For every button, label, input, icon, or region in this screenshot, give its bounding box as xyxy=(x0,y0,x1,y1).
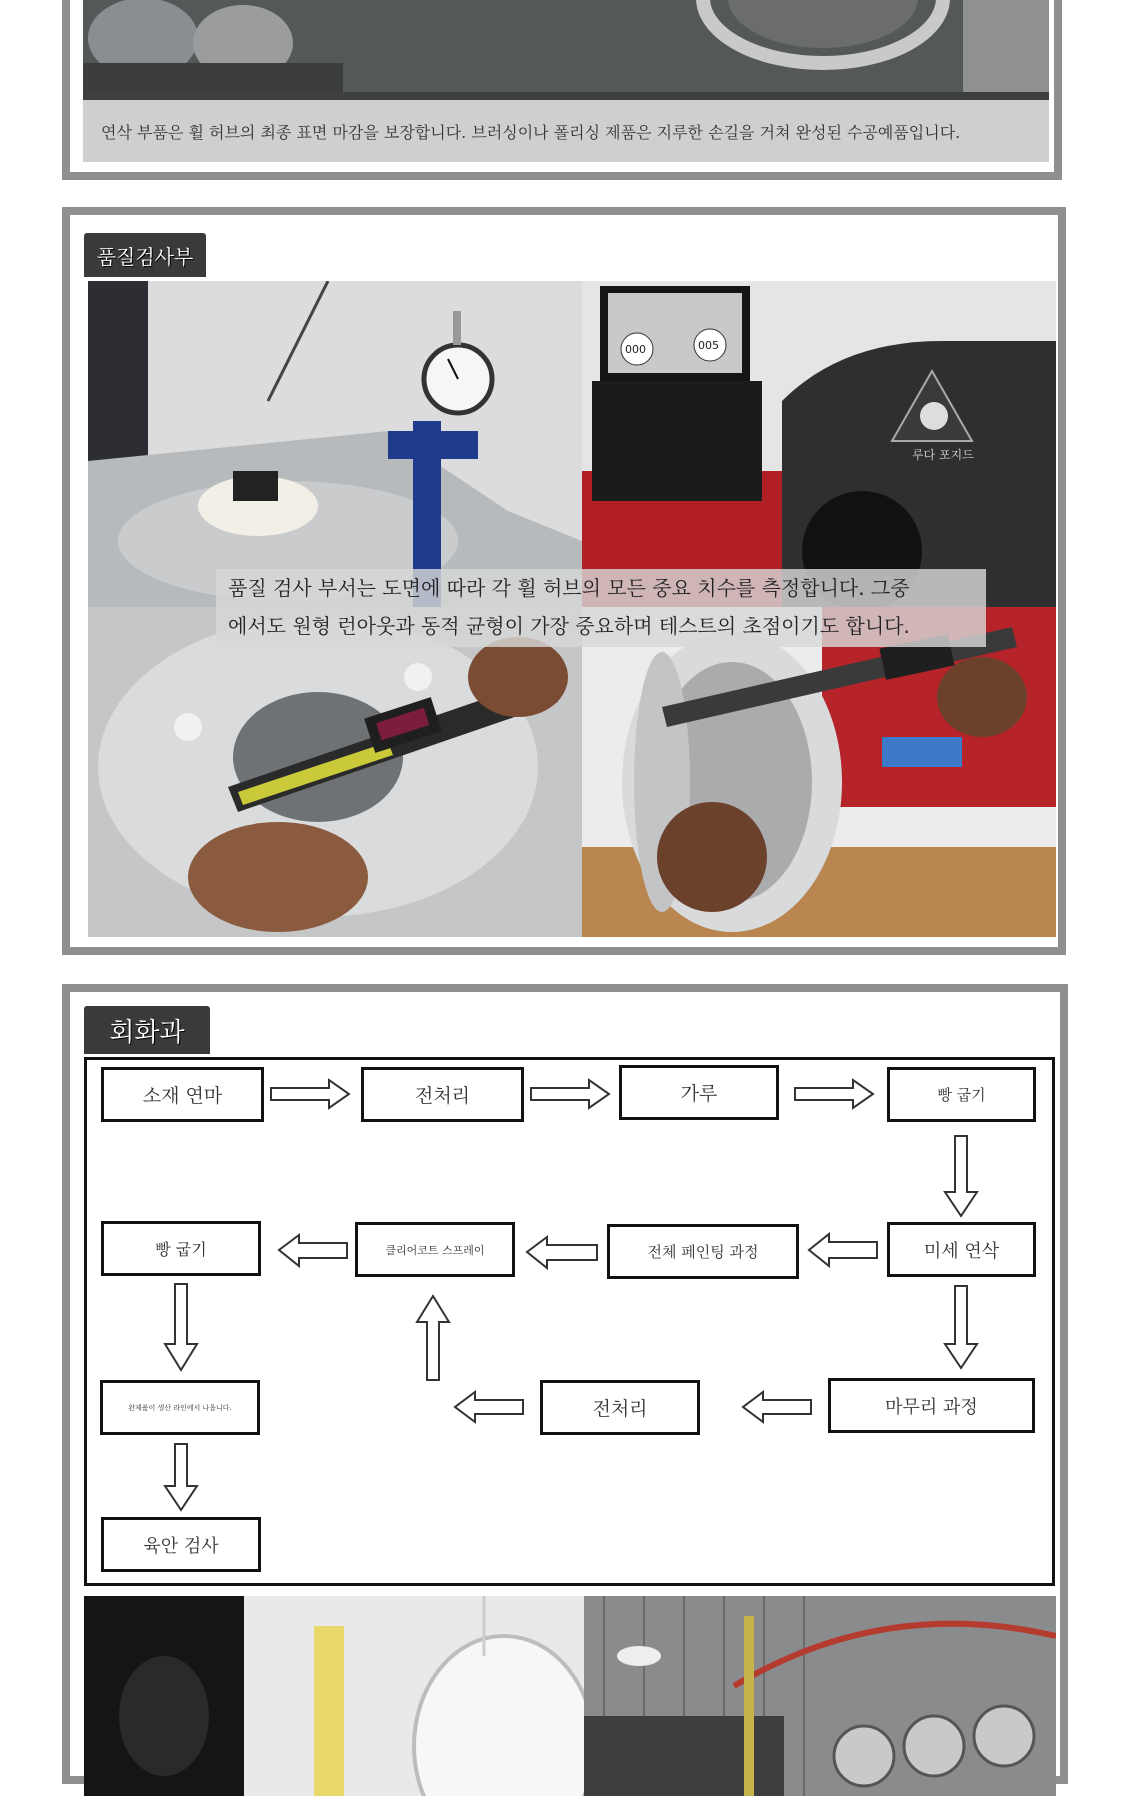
step-fine-grinding: 미세 연삭 xyxy=(887,1222,1036,1277)
step-finishing: 마무리 과정 xyxy=(828,1378,1035,1433)
arrow-right xyxy=(531,1080,609,1108)
overlay-line-1: 품질 검사 부서는 도면에 따라 각 휠 허브의 모든 중요 치수를 측정합니다. 그중 xyxy=(228,576,910,600)
caliper-wheel-illustration xyxy=(582,607,1056,937)
spray-booth-illustration xyxy=(84,1596,584,1796)
quality-tag xyxy=(84,233,206,277)
step-baking-1: 빵 굽기 xyxy=(887,1067,1036,1122)
arrow-left xyxy=(455,1392,523,1422)
caliper-hub-illustration xyxy=(88,607,582,937)
arrow-left xyxy=(743,1392,811,1422)
dial-gauge-photo xyxy=(88,281,582,607)
step-visual-inspection: 육안 검사 xyxy=(101,1517,261,1572)
arrow-up xyxy=(417,1296,449,1380)
polishing-caption xyxy=(83,100,1049,162)
step-baking-2: 빵 굽기 xyxy=(101,1221,261,1276)
arrow-right xyxy=(271,1080,349,1108)
overlay-line-2: 에서도 원형 런아웃과 동적 균형이 가장 중요하며 테스트의 초점이기도 합니다. xyxy=(228,614,910,638)
balancer-photo xyxy=(582,281,1056,607)
step-product-out: 완제품이 생산 라인에서 나옵니다. xyxy=(100,1380,260,1435)
step-powder: 가루 xyxy=(619,1065,779,1120)
arrow-left xyxy=(279,1235,347,1266)
painting-flowchart xyxy=(84,1057,1055,1586)
gauge-right-readout: 005 xyxy=(698,339,719,352)
spray-booth-photo xyxy=(84,1596,584,1796)
step-pretreatment-1: 전처리 xyxy=(361,1067,524,1122)
step-pretreatment-2: 전처리 xyxy=(540,1380,700,1435)
polishing-caption-text: 연삭 부품은 휠 허브의 최종 표면 마감을 보장합니다. 브러싱이나 폴리싱 제품은 지루한 손길을 거쳐 완성된 수공예품입니다. xyxy=(101,122,961,142)
caliper-hub-photo xyxy=(88,607,582,937)
painting-panel xyxy=(62,984,1068,1784)
arrow-down xyxy=(945,1286,977,1368)
flow-arrows xyxy=(87,1060,1058,1589)
quality-overlay-caption xyxy=(216,569,986,647)
dial-gauge-illustration xyxy=(88,281,582,607)
paint-line-photo xyxy=(584,1596,1056,1796)
step-material-grinding: 소재 연마 xyxy=(101,1067,264,1122)
polishing-panel xyxy=(62,0,1062,180)
paint-line-illustration xyxy=(584,1596,1056,1796)
brand-mark: 루다 포지드 xyxy=(912,448,974,462)
arrow-down xyxy=(945,1136,977,1216)
wheel-stack-illustration xyxy=(83,0,1049,100)
step-clearcoat-spray: 클리어코트 스프레이 xyxy=(355,1222,515,1277)
arrow-down xyxy=(165,1444,197,1510)
quality-tag-label: 품질검사부 xyxy=(96,244,194,269)
step-full-painting: 전체 페인팅 과정 xyxy=(607,1224,799,1279)
arrow-left xyxy=(809,1234,877,1266)
caliper-wheel-photo xyxy=(582,607,1056,937)
gauge-left-readout: 000 xyxy=(625,343,646,356)
polishing-photo xyxy=(83,0,1049,100)
arrow-right xyxy=(795,1080,873,1108)
quality-panel xyxy=(62,207,1066,955)
balancer-illustration xyxy=(582,281,1056,607)
painting-tag xyxy=(84,1006,210,1054)
arrow-down xyxy=(165,1284,197,1370)
arrow-left xyxy=(527,1237,597,1268)
painting-tag-label: 회화과 xyxy=(109,1017,185,1048)
